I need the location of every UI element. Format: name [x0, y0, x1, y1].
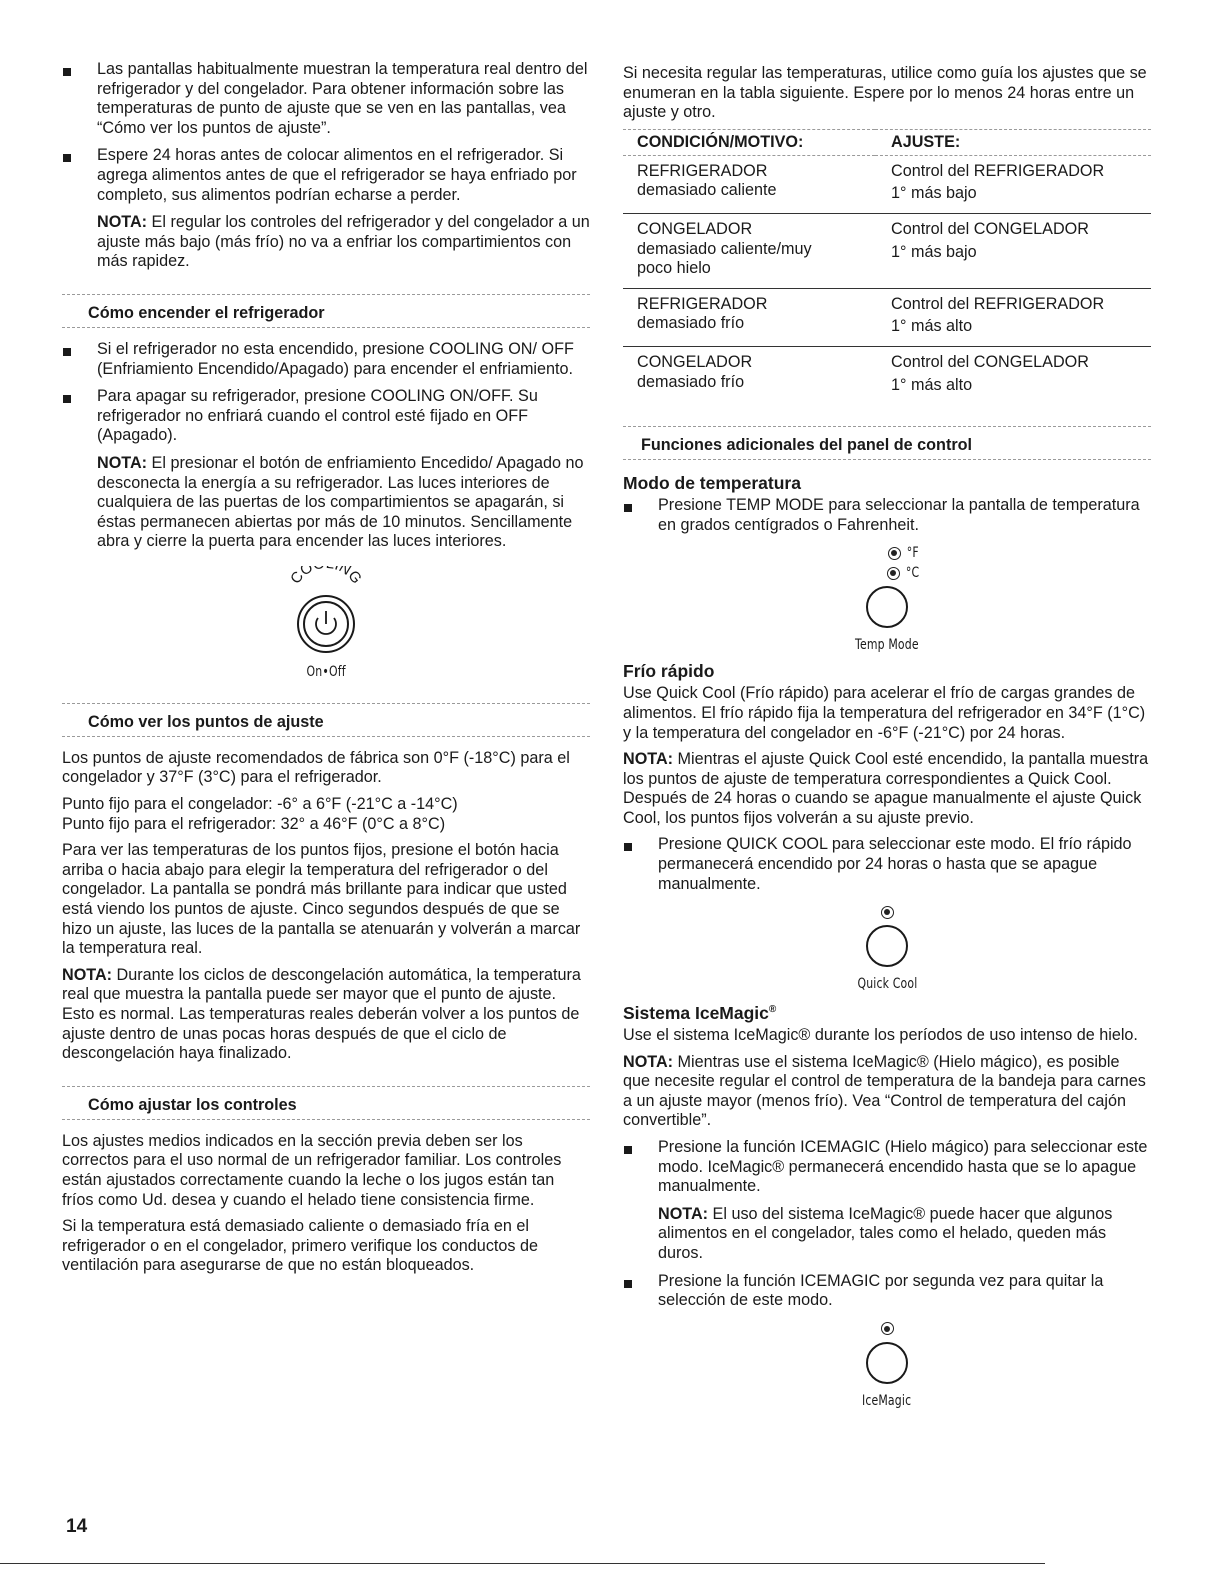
section-heading: Cómo ver los puntos de ajuste — [62, 703, 590, 737]
note-text: Durante los ciclos de descongelación automática, la temperatura real que muestra la pantalla puede ser mayor que el punto de ajuste. Esto es normal. Las temperaturas reales deberán volver a los puntos de ajuste dentro de unas pocas horas después de que el ciclo de descongelación haya finalizado. — [62, 965, 581, 1063]
list-item: Las pantallas habitualmente muestran la temperatura real dentro del refrigerador y del congelador. Para obtener información sobre las temperaturas de punto de ajuste que se ven en las pantallas, vea “Cómo ver los puntos de ajuste”. — [62, 60, 590, 138]
adjust-text: 1° más bajo — [891, 242, 977, 261]
control-text: Control del CONGELADOR — [891, 219, 1089, 238]
table-cell: REFRIGERADOR demasiado caliente — [623, 155, 875, 213]
table-cell: REFRIGERADOR demasiado frío — [623, 288, 875, 346]
list-item: Presione TEMP MODE para seleccionar la pantalla de temperatura en grados centígrados o Fahrenheit. — [623, 496, 1151, 535]
left-column — [62, 60, 590, 1283]
cooling-arc-label: CO NG — [287, 565, 365, 588]
list-item: Presione la función ICEMAGIC (Hielo mágico) para seleccionar este modo. IceMagic® permanecerá encendido hasta que se lo apague manualmente. — [623, 1138, 1151, 1197]
note — [623, 1205, 1151, 1264]
fahrenheit-label: °F — [906, 545, 919, 562]
paragraph: Si necesita regular las temperaturas, utilice como guía los ajustes que se enumeran en la tabla siguiente. Espere por lo menos 24 horas entre un ajuste y otro. — [623, 64, 1147, 122]
subsection-title: Frío rápido — [623, 661, 715, 682]
paragraph: Los ajustes medios indicados en la sección previa deben ser los correctos para el uso normal de un refrigerador familiar. Los controles están ajustados correctamente cuando la leche o los jugos están tan fríos como Ud. desea y cuando el helado tiene consistencia firme. — [62, 1131, 562, 1209]
section-heading: Cómo encender el refrigerador — [62, 294, 590, 328]
adjust-text: 1° más bajo — [891, 184, 977, 203]
table-row — [623, 346, 1151, 404]
adjust-text: 1° más alto — [891, 317, 973, 336]
note — [62, 966, 590, 1064]
control-text: Control del CONGELADOR — [891, 352, 1089, 371]
note — [62, 213, 590, 272]
subsection-title — [623, 999, 1151, 1024]
quick-cool-label: Quick Cool — [857, 976, 917, 993]
subsection-title-text: Sistema IceMagic — [623, 1003, 769, 1024]
cooling-power-icon — [266, 566, 386, 658]
celsius-indicator — [623, 563, 1151, 583]
bottom-rule — [0, 1563, 1045, 1564]
note — [623, 1053, 1151, 1131]
paragraph: Para ver las temperaturas de los puntos fijos, presione el botón hacia arriba o hacia abajo para elegir la temperatura del refrigerador o del congelador. La pantalla se pondrá más brillante para indicar que usted está viendo los puntos de ajuste. Cinco segundos después de que se hizo un ajuste, las luces de la pantalla se atenuarán y volverán a marcar la temperatura real. — [62, 841, 581, 958]
icemagic-label: IceMagic — [862, 1392, 912, 1409]
page-number: 14 — [66, 1516, 88, 1537]
section-heading: Cómo ajustar los controles — [62, 1086, 590, 1120]
note-label: NOTA: — [62, 965, 113, 984]
subsection-title: Modo de temperatura — [623, 473, 801, 494]
indicator-light-icon — [881, 906, 894, 919]
table-cell — [875, 288, 1151, 346]
note-text: El presionar el botón de enfriamiento Encedido/ Apagado no desconecta la energía a su refrigerador. Las luces interiores de cualquiera de las puertas de los compartimientos se apagarán, si éstas permanecen abiertas por más de 10 minutos. Sencillamente abra y cierre la puerta para encender las luces interiores. — [97, 453, 584, 551]
note-text: El regular los controles del refrigerador y del congelador a un ajuste más bajo (más frío) no va a enfriar los compartimientos con más rapidez. — [97, 213, 590, 271]
note — [623, 750, 1151, 828]
adjust-text: 1° más alto — [891, 375, 973, 394]
note-text: El uso del sistema IceMagic® puede hacer que algunos alimentos en el congelador, tales como el helado, queden más duros. — [658, 1204, 1113, 1263]
note-label: NOTA: — [623, 750, 674, 769]
quick-cool-button-illustration — [623, 902, 1151, 993]
note-label: NOTA: — [97, 213, 148, 232]
celsius-label: °C — [906, 565, 920, 582]
paragraph: Use Quick Cool (Frío rápido) para acelerar el frío de cargas grandes de alimentos. El frío rápido fija la temperatura del refrigerador en 34°F (1°C) y la temperatura del congelador en -6°F (-21°C) por 24 horas. — [623, 684, 1146, 742]
table-cell: CONGELADOR demasiado caliente/muy poco hielo — [623, 213, 875, 288]
paragraph: Los puntos de ajuste recomendados de fábrica son 0°F (-18°C) para el congelador y 37°F (3°C) para el refrigerador. — [62, 748, 570, 787]
cooling-button-illustration — [62, 566, 590, 681]
note-label: NOTA: — [97, 453, 148, 472]
table-row — [623, 288, 1151, 346]
table-cell — [875, 213, 1151, 288]
right-column — [623, 64, 1151, 1410]
icemagic-button-icon — [863, 1339, 911, 1387]
note — [62, 454, 590, 552]
table-cell — [875, 346, 1151, 404]
list-item: Espere 24 horas antes de colocar alimentos en el refrigerador. Si agrega alimentos antes de que el refrigerador se haya enfriado por completo, sus alimentos podrían echarse a perder. — [62, 146, 590, 205]
table-header-row — [623, 129, 1151, 155]
paragraph: Punto fijo para el congelador: -6° a 6°F (-21°C a -14°C) Punto fijo para el refrigerador: 32° a 46°F (0°C a 8°C) — [62, 795, 458, 833]
list-item: Presione la función ICEMAGIC por segunda vez para quitar la selección de este modo. — [623, 1272, 1151, 1311]
note-text: Mientras el ajuste Quick Cool esté encendido, la pantalla muestra los puntos de ajuste de temperatura correspondientes a Quick Cool. Después de 24 horas o cuando se apague manualmente el ajuste Quick Cool, los puntos fijos volverán a su ajuste previo. — [623, 750, 1149, 827]
table-header: CONDICIÓN/MOTIVO: — [623, 129, 875, 155]
indicator-light-icon — [887, 567, 900, 580]
indicator-light-icon — [888, 547, 901, 560]
note-label: NOTA: — [658, 1204, 709, 1223]
paragraph: Si la temperatura está demasiado caliente o demasiado fría en el refrigerador o en el congelador, primero verifique los conductos de ventilación para asegurarse de que no están bloqueados. — [62, 1217, 539, 1275]
icemagic-button-illustration — [623, 1319, 1151, 1410]
temperature-guide-table — [623, 129, 1151, 404]
fahrenheit-indicator — [623, 543, 1151, 563]
cooling-label: On•Off — [306, 663, 346, 680]
control-text: Control del REFRIGERADOR — [891, 294, 1105, 313]
list-item: Si el refrigerador no esta encendido, presione COOLING ON/ OFF (Enfriamiento Encendido/Apagado) para encender el enfriamiento. — [62, 340, 590, 379]
temp-mode-label: Temp Mode — [855, 637, 919, 654]
table-row — [623, 155, 1151, 213]
temp-mode-button-icon — [863, 583, 911, 631]
table-cell — [875, 155, 1151, 213]
table-header: AJUSTE: — [875, 129, 1151, 155]
svg-text:COOLING — [287, 566, 365, 587]
list-item: Para apagar su refrigerador, presione COOLING ON/OFF. Su refrigerador no enfriará cuando el control esté fijado en OFF (Apagado). — [62, 387, 590, 446]
note-text: Mientras use el sistema IceMagic® (Hielo mágico), es posible que necesite regular el control de temperatura de la bandeja para carnes a un ajuste mayor (menos frío). Vea “Control de temperatura del cajón convertible”. — [623, 1052, 1146, 1130]
control-text: Control del REFRIGERADOR — [891, 161, 1105, 180]
paragraph: Use el sistema IceMagic® durante los períodos de uso intenso de hielo. — [623, 1026, 1138, 1045]
registered-mark: ® — [768, 1004, 777, 1016]
table-cell: CONGELADOR demasiado frío — [637, 352, 753, 391]
quick-cool-button-icon — [863, 922, 911, 970]
section-heading: Funciones adicionales del panel de control — [623, 426, 1151, 460]
note-label: NOTA: — [623, 1052, 674, 1071]
list-item: Presione QUICK COOL para seleccionar este modo. El frío rápido permanecerá encendido por 24 horas o hasta que se apague manualmente. — [623, 835, 1151, 894]
indicator-light-icon — [881, 1322, 894, 1335]
temp-mode-button-illustration — [623, 543, 1151, 654]
table-row — [623, 213, 1151, 288]
